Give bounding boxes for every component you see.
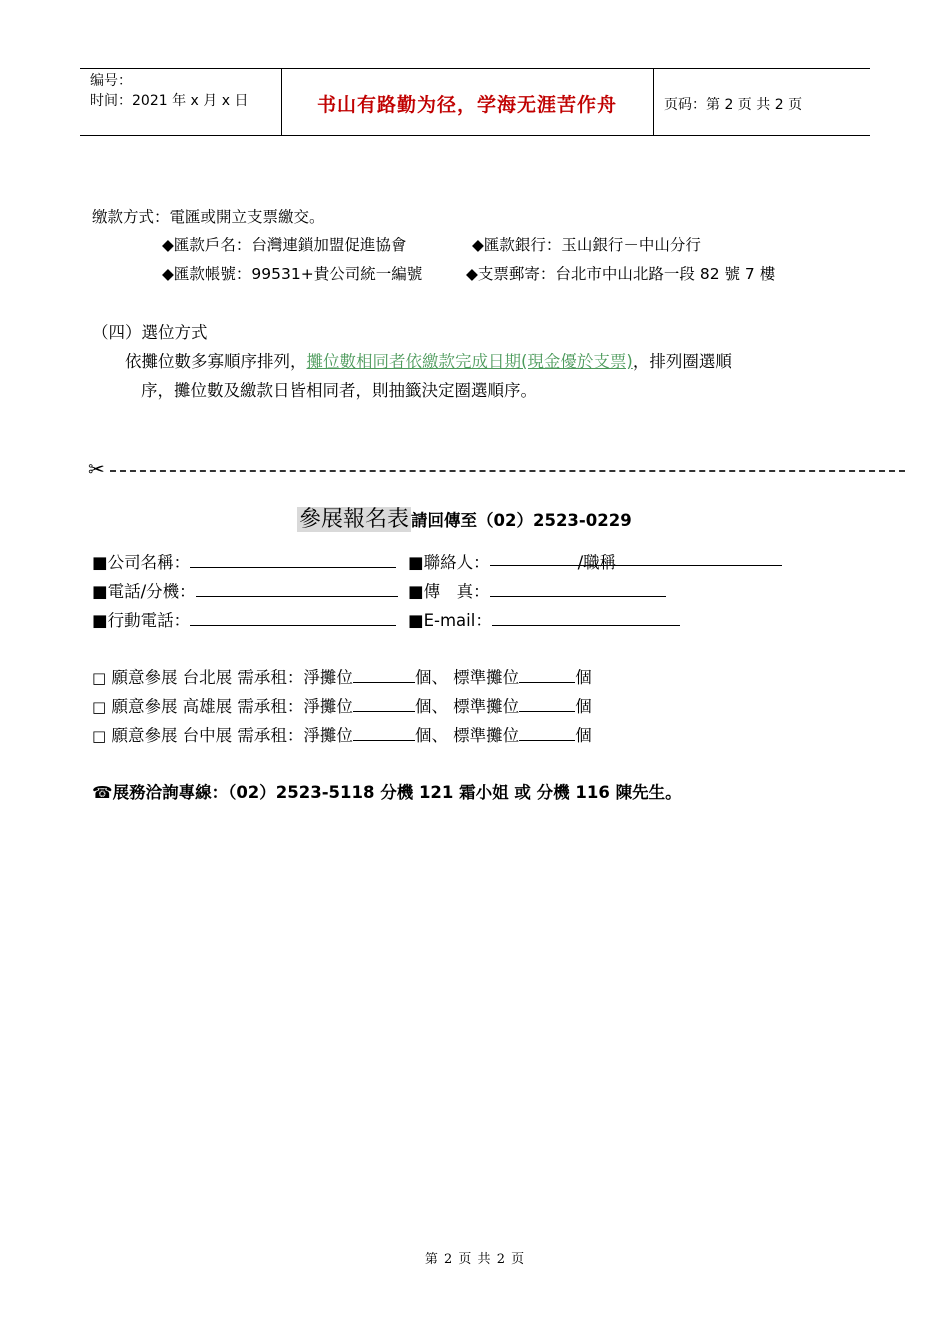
checkbox-icon[interactable]: □ — [92, 698, 107, 716]
fax-blank[interactable] — [490, 580, 666, 597]
mobile-label: ■行動電話： — [92, 611, 191, 630]
net-booth-blank[interactable] — [353, 666, 415, 683]
option-label: 願意參展 高雄展 需承租：淨攤位 — [111, 697, 353, 716]
standard-booth-blank[interactable] — [519, 666, 575, 683]
option-unit: 個、 標準攤位 — [414, 726, 520, 745]
option-taipei[interactable] — [92, 664, 592, 688]
email-field[interactable] — [408, 607, 680, 631]
form-title: 參展報名表 — [299, 507, 410, 532]
mobile-blank[interactable] — [190, 609, 396, 626]
payment-method: 缴款方式：電匯或開立支票繳交。 — [92, 208, 325, 226]
document-header — [80, 68, 870, 136]
checkbox-icon[interactable]: □ — [92, 727, 107, 745]
email-label: ■E-mail： — [408, 611, 492, 630]
option-unit: 個 — [575, 726, 592, 745]
contact-blank[interactable] — [490, 549, 782, 572]
booth-selection-highlight-link[interactable]: 攤位數相同者依繳款完成日期(現金優於支票) — [306, 352, 633, 371]
job-title-label: /職稱 — [577, 553, 617, 572]
option-unit: 個、 標準攤位 — [414, 668, 520, 687]
company-name-label: ■公司名稱： — [92, 553, 191, 572]
booth-selection-text: ，排列圈選順 — [632, 352, 732, 371]
header-bottom-rule — [80, 135, 870, 136]
email-blank[interactable] — [492, 609, 680, 626]
option-label: 願意參展 台北展 需承租：淨攤位 — [111, 668, 353, 687]
payment-account-number: ◆匯款帳號：99531+貴公司統一編號 — [162, 265, 423, 283]
booth-selection-line1 — [125, 348, 732, 372]
phone-blank[interactable] — [196, 580, 398, 597]
mobile-field[interactable] — [92, 607, 396, 631]
booth-selection-line2: 序，攤位數及繳款日皆相同者，則抽籤決定圈選順序。 — [141, 381, 537, 400]
net-booth-blank[interactable] — [353, 724, 415, 741]
fax-field[interactable] — [408, 578, 666, 602]
option-kaohsiung[interactable] — [92, 693, 592, 717]
payment-account-name: ◆匯款戶名：台灣連鎖加盟促進協會 — [162, 236, 407, 254]
booth-selection-text: 依攤位數多寡順序排列， — [125, 352, 307, 371]
header-motto: 书山有路勤为径，学海无涯苦作舟 — [316, 94, 617, 116]
header-time: 时间：2021 年 x 月 x 日 — [90, 93, 249, 109]
phone-icon: ☎ — [92, 783, 113, 802]
hotline-text: 展務洽詢專線：（02）2523-5118 分機 121 霜小姐 或 分機 116 陳先生。 — [112, 783, 682, 802]
phone-field[interactable] — [92, 578, 398, 602]
net-booth-blank[interactable] — [353, 695, 415, 712]
booth-selection-heading: （四）選位方式 — [92, 323, 208, 342]
header-divider — [653, 68, 654, 136]
cut-line — [110, 470, 905, 472]
standard-booth-blank[interactable] — [519, 695, 575, 712]
payment-bank: ◆匯款銀行：玉山銀行－中山分行 — [472, 236, 701, 254]
company-name-blank[interactable] — [190, 551, 396, 568]
form-title-row — [297, 502, 632, 533]
header-number: 编号： — [90, 73, 132, 89]
page-footer: 第 2 页 共 2 页 — [424, 1252, 526, 1267]
phone-label: ■電話/分機： — [92, 582, 196, 601]
scissors-icon: ✂ — [88, 457, 105, 481]
option-taichung[interactable] — [92, 722, 592, 746]
option-unit: 個 — [575, 697, 592, 716]
header-page-info: 页码：第 2 页 共 2 页 — [664, 97, 803, 113]
contact-label: ■聯絡人： — [408, 553, 490, 572]
payment-cheque-mail: ◆支票郵寄：台北市中山北路一段 82 號 7 樓 — [466, 265, 776, 283]
hotline — [92, 779, 682, 803]
option-unit: 個 — [575, 668, 592, 687]
checkbox-icon[interactable]: □ — [92, 669, 107, 687]
contact-field[interactable] — [408, 549, 782, 573]
standard-booth-blank[interactable] — [519, 724, 575, 741]
option-label: 願意參展 台中展 需承租：淨攤位 — [111, 726, 353, 745]
header-top-rule — [80, 68, 870, 69]
form-fax-note: 請回傳至（02）2523-0229 — [411, 511, 632, 530]
fax-label: ■傳 真： — [408, 582, 490, 601]
option-unit: 個、 標準攤位 — [414, 697, 520, 716]
company-name-field[interactable] — [92, 549, 396, 573]
